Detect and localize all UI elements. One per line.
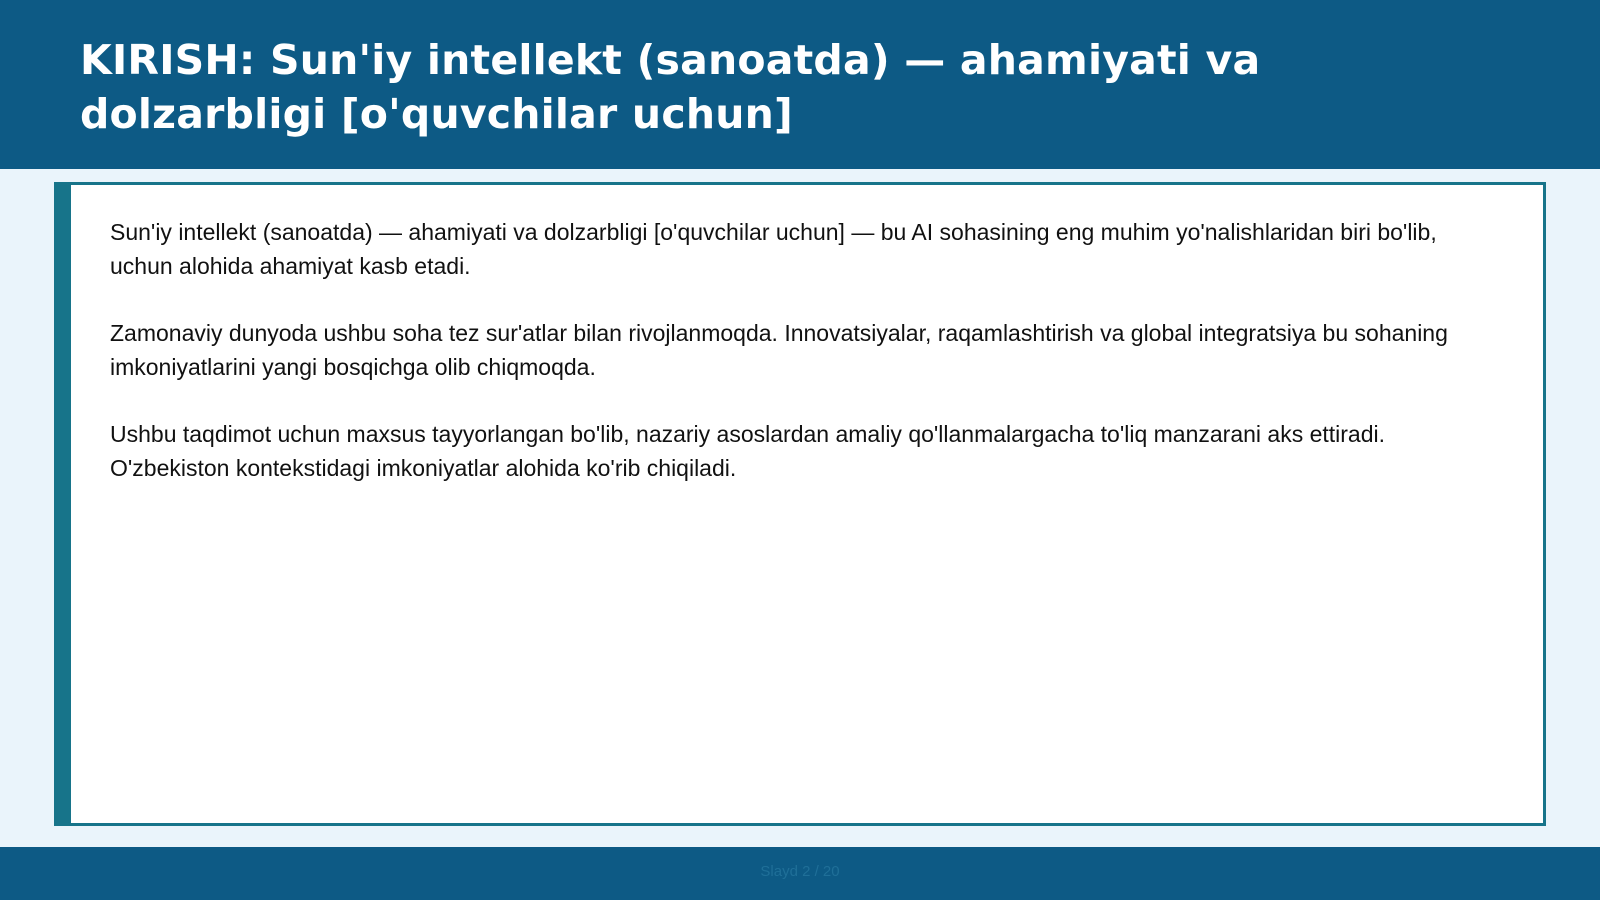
content-card xyxy=(54,182,1546,826)
paragraph-1: Sun'iy intellekt (sanoatda) — ahamiyati va dolzarbligi [o'quvchilar uchun] — bu AI sohasining eng muhim yo'nalishlaridan biri bo'lib, uchun alohida ahamiyat kasb etadi. xyxy=(110,219,1437,279)
footer-bar xyxy=(0,847,1600,900)
title-bar xyxy=(0,0,1600,169)
paragraph-2: Zamonaviy dunyoda ushbu soha tez sur'atlar bilan rivojlanmoqda. Innovatsiyalar, raqamlashtirish va global integratsiya bu sohaning imkoniyatlarini yangi bosqichga olib chiqmoqda. xyxy=(110,320,1448,380)
slide-title: KIRISH: Sun'iy intellekt (sanoatda) — ahamiyati va dolzarbligi [o'quvchilar uchun] xyxy=(80,36,1261,138)
paragraph-3: Ushbu taqdimot uchun maxsus tayyorlangan bo'lib, nazariy asoslardan amaliy qo'llanmalargacha to'liq manzarani aks ettiradi. O'zbekiston kontekstidagi imkoniyatlar alohida ko'rib chiqiladi. xyxy=(110,421,1386,481)
slide-number: Slayd 2 / 20 xyxy=(760,863,840,880)
